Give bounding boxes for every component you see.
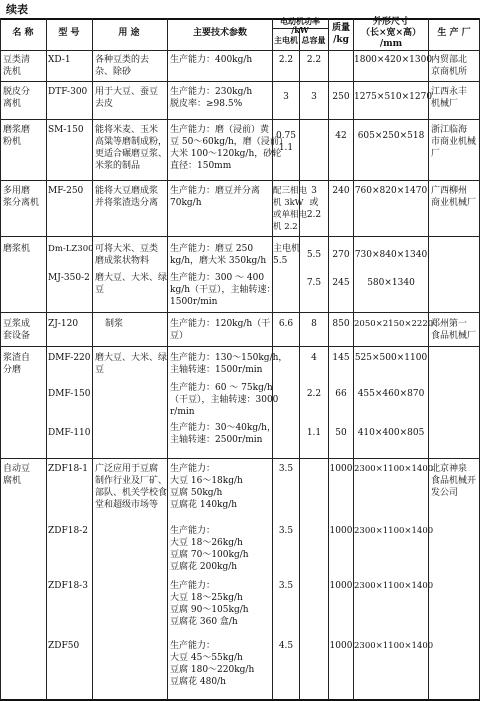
cell-maker: 郑州第一 食品机械厂 — [431, 319, 477, 341]
cell-model: DMF-110 — [48, 428, 91, 438]
cell-maker: 江西永丰 机械厂 — [431, 87, 468, 109]
cell-model: Dm-LZ300 — [48, 244, 94, 254]
cell-power-total: 2.2 — [306, 389, 322, 399]
cell-model: XD-1 — [48, 55, 71, 65]
cell-params: 生产能力： 大豆 16～18kg/h 豆腐 50kg/h 豆腐花 140kg/h — [170, 464, 243, 510]
cell-maker: 北京神泉 食品机械开 发公司 — [431, 464, 477, 498]
cell-params: 生产能力：300 ～ 400 kg/h（干豆），主轴转速： 1500r/min — [170, 273, 276, 307]
cell-power-main: 0.75 1.1 — [275, 131, 297, 153]
cell-mass: 1000 — [329, 581, 353, 591]
cell-name: 多用磨 浆分离机 — [3, 186, 40, 208]
cell-name: 豆浆成 套设备 — [3, 319, 31, 341]
cell-name: 浆渣自 分磨 — [3, 353, 31, 375]
rule — [167, 18, 168, 700]
cell-usage: 磨大豆、大米、绿 豆 — [95, 273, 168, 295]
cell-dims: 1275×510×1270 — [354, 92, 433, 102]
cell-power-main: 主电机 5.5 — [273, 244, 301, 266]
cell-model: DMF-220 — [48, 353, 91, 363]
cell-params: 生产能力： 大豆 18～26kg/h 豆腐 70～100kg/h 豆腐花 200kg/h — [170, 526, 249, 572]
cell-mass: 66 — [335, 389, 347, 399]
cell-model: MJ-350-2 — [48, 273, 90, 283]
cell-dims: 580×1340 — [367, 278, 415, 288]
cell-power-total: 4 — [311, 353, 317, 363]
cell-name: 豆类清 洗机 — [3, 55, 31, 77]
cell-name: 自动豆 腐机 — [3, 464, 31, 486]
cell-params: 生产能力：磨豆 250 kg/h，磨大米 350kg/h — [170, 244, 267, 266]
header-usage: 用 途 — [118, 28, 140, 38]
header-mass: 质量 /kg — [331, 23, 350, 45]
cell-dims: 2300×1100×1400 — [354, 464, 434, 474]
cell-mass: 850 — [332, 319, 350, 329]
cell-name: 脱皮分 离机 — [3, 87, 31, 109]
header-dims: 外形尺寸 （长×宽×高） /mm — [360, 17, 422, 49]
cell-dims: 1800×420×1300 — [354, 55, 433, 65]
cell-power-total: 5.5 — [306, 250, 322, 260]
cell-model: SM-150 — [48, 125, 84, 135]
cell-dims: 605×250×518 — [357, 131, 425, 141]
cell-power-total: 3 或 2.2 — [306, 186, 322, 220]
rule — [0, 119, 480, 120]
cell-params: 生产能力：400kg/h — [170, 55, 253, 65]
header-params: 主要技术参数 — [192, 28, 247, 38]
cell-mass: 250 — [332, 92, 350, 102]
rule — [0, 346, 480, 347]
cell-model: DTF-300 — [48, 87, 88, 97]
cell-maker: 内贸部北 京商机所 — [431, 55, 468, 77]
cell-power-main: 6.6 — [278, 319, 294, 329]
cell-params: 生产能力：磨豆并分离 70kg/h — [170, 186, 261, 208]
cell-power-main: 3.5 — [278, 464, 294, 474]
cell-dims: 760×820×1470 — [354, 186, 428, 196]
cell-usage: 能将米麦、玉米 高粱等磨制成粉， 更适合碾磨豆浆、 米浆的制品 — [95, 125, 168, 171]
cell-dims: 2050×2150×2220 — [354, 319, 434, 329]
rule — [0, 50, 480, 51]
cell-params: 生产能力： 大豆 45～55kg/h 豆腐 180～220kg/h 豆腐花 480/h — [170, 641, 255, 687]
rule — [299, 28, 300, 700]
cell-mass: 1000 — [329, 641, 353, 651]
header-power-total: 总容量 — [301, 35, 326, 45]
rule — [0, 312, 480, 313]
cell-mass: 270 — [332, 250, 350, 260]
cell-dims: 2300×1100×1400 — [354, 526, 434, 536]
cell-dims: 730×840×1340 — [354, 250, 428, 260]
header-name: 名 称 — [12, 28, 34, 38]
cell-power-main: 3.5 — [278, 581, 294, 591]
cell-power-main: 3 — [283, 92, 289, 102]
cell-params: 生产能力： 大豆 18～25kg/h 豆腐 90～105kg/h 豆腐花 360 盒/h — [170, 581, 249, 627]
cell-dims: 2300×1100×1400 — [354, 641, 434, 651]
cell-usage: 能将大豆磨成浆 并将浆渣迭分离 — [95, 186, 159, 208]
cell-power-total: 8 — [311, 319, 317, 329]
cell-params: 生产能力：30～40kg/h， 主轴转速：2500r/min — [170, 423, 276, 445]
cell-mass: 245 — [332, 278, 350, 288]
cell-power-total: 2.2 — [306, 55, 322, 65]
cell-model: ZJ-120 — [48, 319, 79, 329]
cell-params: 生产能力：120kg/h（干 豆） — [170, 319, 271, 341]
rule — [92, 18, 93, 700]
cell-power-main: 配三相电 机 3kW 或单相电 机 2.2 — [273, 186, 308, 232]
cell-mass: 145 — [332, 353, 350, 363]
cell-dims: 525×500×1100 — [354, 353, 428, 363]
header-maker: 生 产 厂 — [437, 28, 471, 38]
cell-power-total: 1.1 — [306, 428, 322, 438]
cell-mass: 50 — [335, 428, 347, 438]
cell-usage: 用于大豆、蚕豆 去皮 — [95, 87, 159, 109]
cell-params: 生产能力：130～150kg/h， 主轴转速：1500r/min — [170, 353, 288, 375]
cell-usage: 磨大豆、大米、绿 豆 — [95, 353, 168, 375]
cell-usage: 各种豆类的去 杂、除砂 — [95, 55, 150, 77]
rule — [0, 458, 480, 459]
cell-usage: 可将大米、豆类 磨成浆状物料 — [95, 244, 159, 266]
cell-params: 生产能力：60 ～ 75kg/h （干豆），主轴转速：3000 r/min — [170, 383, 279, 417]
header-model: 型 号 — [58, 28, 80, 38]
cell-model: ZDF18-2 — [48, 526, 88, 536]
rule — [0, 81, 480, 82]
cell-maker: 广西柳州 商业机械厂 — [431, 186, 477, 208]
rule — [0, 180, 480, 181]
rule — [0, 18, 1, 700]
header-power: 电动机功率 /kW — [280, 16, 320, 35]
rule — [46, 18, 47, 700]
cell-model: DMF-150 — [48, 389, 91, 399]
cell-maker: 浙江临海 市商业机械 厂 — [431, 125, 477, 159]
rule — [428, 18, 429, 700]
rule — [0, 236, 480, 237]
cell-usage: 制浆 — [105, 319, 124, 329]
cell-dims: 410×400×805 — [357, 428, 425, 438]
cell-params: 生产能力：磨（浸前）黄 豆 50～60kg/h，磨（浸前） 大米 100～120kg/h，砂轮 直径：150mm — [170, 125, 288, 171]
cell-model: ZDF18-1 — [48, 464, 88, 474]
cell-power-main: 3.5 — [278, 526, 294, 536]
cell-power-total: 3 — [311, 92, 317, 102]
cell-mass: 42 — [335, 131, 347, 141]
header-power-main: 主电机 — [274, 35, 298, 45]
cell-power-main: 4.5 — [278, 641, 294, 651]
cell-mass: 1000 — [329, 464, 353, 474]
cell-params: 生产能力：230kg/h 脱皮率：≥98.5% — [170, 87, 253, 109]
cell-mass: 240 — [332, 186, 350, 196]
cell-model: ZDF50 — [48, 641, 80, 651]
cell-usage: 广泛应用于豆腐 制作行业及厂矿、 部队、机关学校食 堂和超级市场等 — [95, 464, 168, 510]
cell-model: ZDF18-3 — [48, 581, 88, 591]
cell-mass: 1000 — [329, 526, 353, 536]
cell-name: 磨浆磨 粉机 — [3, 125, 31, 147]
table-caption: 续表 — [6, 3, 28, 16]
cell-power-total: 7.5 — [306, 278, 322, 288]
cell-dims: 455×460×870 — [357, 389, 425, 399]
cell-power-main: 2.2 — [278, 55, 294, 65]
cell-dims: 2300×1100×1400 — [354, 581, 434, 591]
cell-name: 磨浆机 — [3, 244, 31, 254]
cell-model: MF-250 — [48, 186, 84, 196]
